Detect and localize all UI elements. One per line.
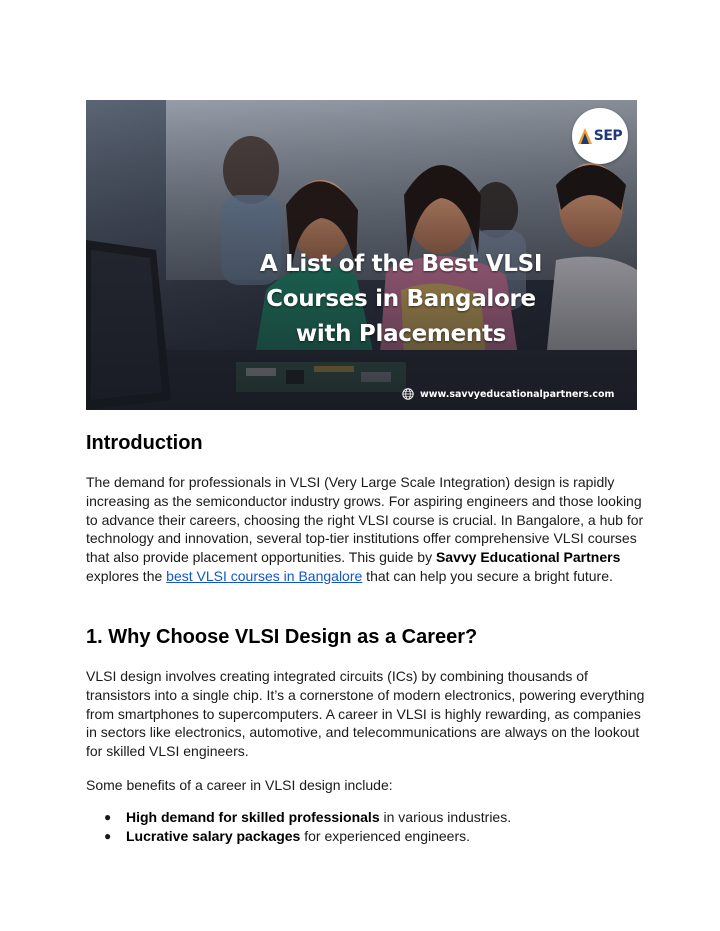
list-item-text: for experienced engineers.	[300, 827, 471, 844]
best-vlsi-courses-link[interactable]: best VLSI courses in Bangalore	[166, 567, 363, 584]
intro-text-part-2: explores the	[86, 567, 167, 584]
banner-title-line-3: with Placements	[295, 321, 507, 347]
list-item-bold: High demand for skilled professionals	[126, 809, 380, 825]
introduction-paragraph	[86, 473, 646, 586]
why-choose-vlsi-heading: 1. Why Choose VLSI Design as a Career?	[86, 626, 478, 648]
benefits-intro-paragraph: Some benefits of a career in VLSI design include:	[86, 777, 393, 793]
list-item	[104, 808, 644, 827]
introduction-heading: Introduction	[86, 432, 203, 454]
banner-title-line-2: Courses in Bangalore	[266, 286, 536, 312]
list-item-bold: Lucrative salary packages	[126, 827, 301, 844]
bullet-icon: ●	[104, 828, 112, 843]
logo-text: SEP	[593, 128, 623, 144]
intro-text-part-1: The demand for professionals in VLSI (Very Large Scale Integration) design is rapidly increasing as the semiconductor industry grows. For aspiring engineers and those looking to advance their careers, choosing the right VLSI course is crucial. In Bangalore, a hub for technology and innovation, several top-tier institutions offer comprehensive VLSI courses that also provide placement opportunities. This guide by	[86, 474, 644, 566]
list-item	[104, 827, 644, 846]
banner-title	[236, 247, 566, 352]
sep-logo	[572, 108, 628, 164]
list-item-text: in various industries.	[379, 809, 512, 825]
logo-mark-icon	[578, 128, 592, 144]
vlsi-design-paragraph: VLSI design involves creating integrated circuits (ICs) by combining thousands of transistors into a single chip. It’s a cornerstone of modern electronics, powering everything from smartphones to supercomputers. A career in VLSI is highly rewarding, as companies in sectors like electronics, automotive, and telecommunications are always on the lookout for skilled VLSI engineers.	[86, 668, 645, 760]
intro-bold-brand: Savvy Educational Partners	[435, 549, 621, 566]
banner-website-text: www.savvyeducationalpartners.com	[420, 388, 615, 400]
benefits-list	[104, 808, 644, 846]
banner-title-line-1: A List of the Best VLSI	[259, 251, 543, 277]
globe-icon	[402, 388, 414, 400]
banner-website	[402, 388, 614, 400]
bullet-icon: ●	[104, 810, 112, 824]
hero-banner-image	[86, 100, 637, 410]
intro-text-part-3: that can help you secure a bright future.	[362, 567, 613, 584]
